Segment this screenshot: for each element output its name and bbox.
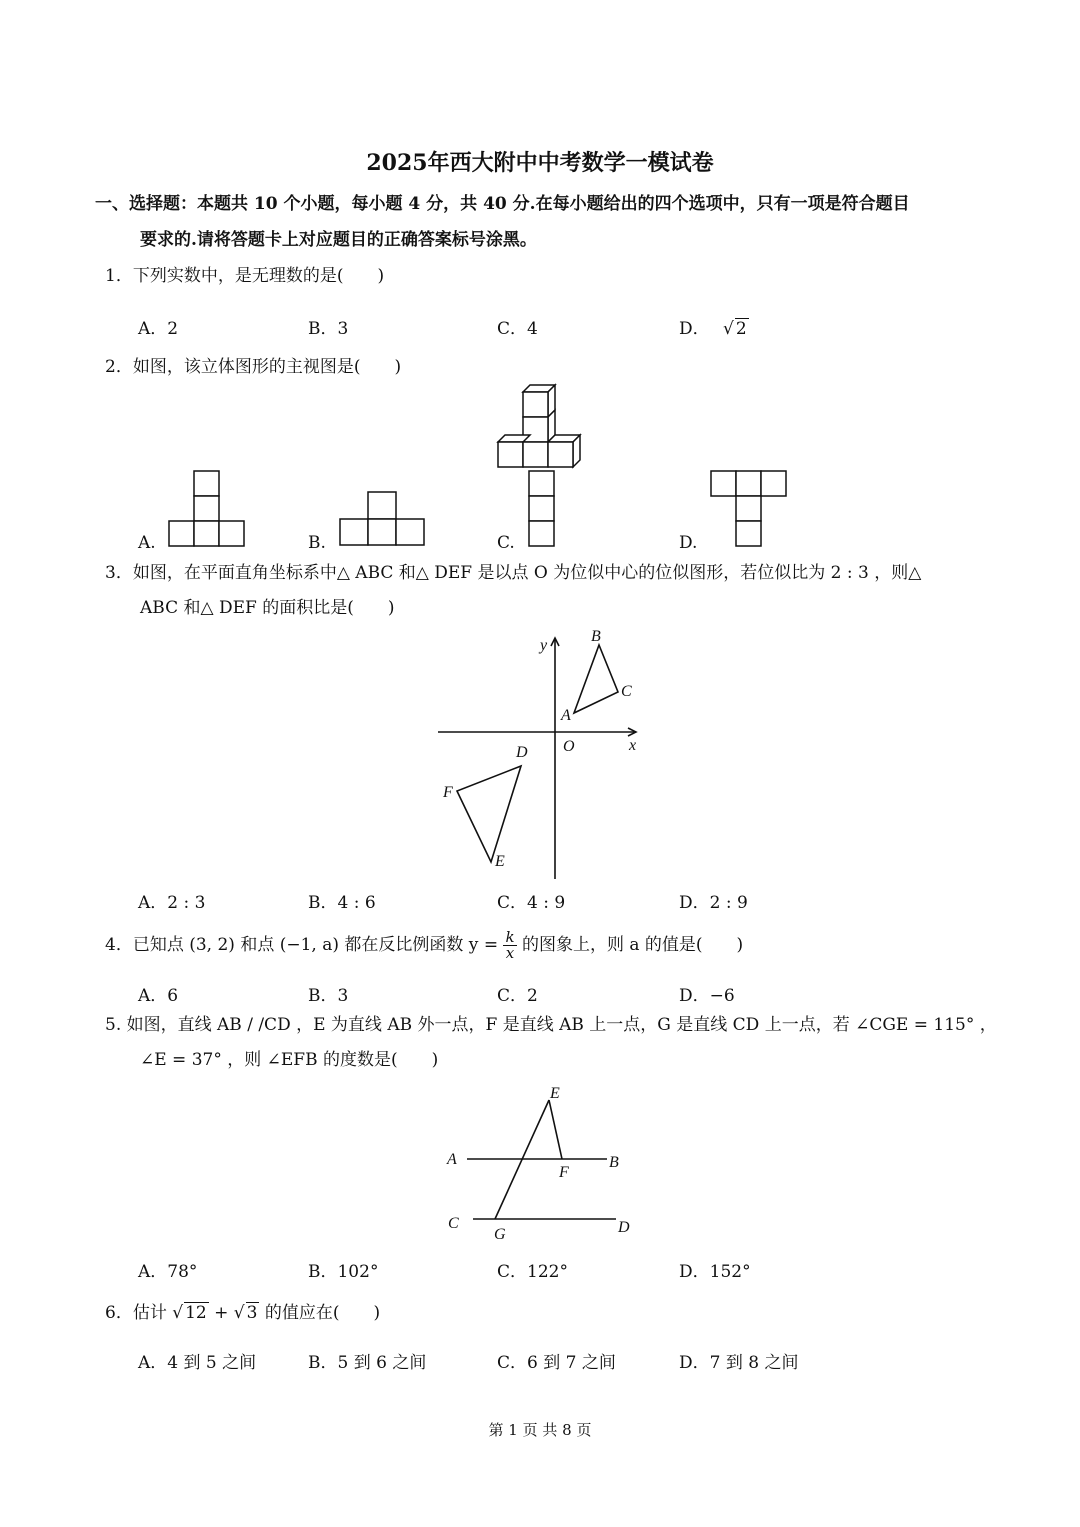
q2-option-a: A. [138,533,156,553]
q1-option-d-label: D． [679,319,710,339]
q2-option-c: C. [497,533,515,553]
sqrt-symbol: √ [172,1303,184,1323]
label-e: E [495,853,505,870]
q5-option-b: B．102° [308,1262,379,1282]
label-g: G [494,1226,506,1243]
page-title: 2025年西大附中中考数学一模试卷 [366,150,714,176]
label-d: D [618,1219,630,1236]
q5-option-d: D．152° [679,1262,751,1282]
triangle-abc [574,645,618,713]
q5-option-c: C．122° [497,1262,568,1282]
q2-option-d: D. [679,533,698,553]
q1-option-b: B．3 [308,319,349,339]
q1-option-d-radicand: 2 [735,319,747,339]
q4-fraction [503,930,516,961]
q6-stem-a: 6．估计 [105,1303,167,1323]
q2-view-d [710,469,790,547]
label-d: D [516,744,528,761]
sqrt-symbol: √ [723,319,734,339]
q4-stem-a: 4．已知点 (3, 2) 和点 (−1, a) 都在反比例函数 y = [105,935,499,955]
segment-ef [549,1100,562,1159]
label-c: C [621,683,632,700]
q2-view-a [168,469,248,547]
label-a: A [447,1151,457,1168]
label-e: E [550,1085,560,1102]
label-f: F [559,1164,569,1181]
q2-stem: 2．如图，该立体图形的主视图是( ) [105,357,402,377]
q6-option-a: A．4 到 5 之间 [138,1353,257,1373]
q1-option-a: A．2 [138,319,179,339]
label-b: B [609,1154,619,1171]
q4-option-b: B．3 [308,986,349,1006]
q1-option-c: C．4 [497,319,538,339]
q3-option-b: B．4 : 6 [308,893,376,913]
q1-option-d [679,314,749,339]
q5-option-a: A．78° [138,1262,198,1282]
q4-option-a: A．6 [138,986,179,1006]
label-x: x [629,737,637,754]
q3-option-a: A．2 : 3 [138,893,206,913]
sqrt-symbol: √ [233,1303,245,1323]
q3-stem-line1: 3．如图，在平面直角坐标系中△ ABC 和△ DEF 是以点 O 为位似中心的位似图形，若位似比为 2 : 3 ，则△ [105,563,922,583]
label-b: B [591,628,601,645]
q4-option-c: C．2 [497,986,538,1006]
label-f: F [443,784,453,801]
q3-option-d: D．2 : 9 [679,893,748,913]
q5-parallel-lines-figure [443,1082,643,1242]
q5-stem-line1: 5. 如图，直线 AB / /CD ，E 为直线 AB 外一点，F 是直线 AB 上一点，G 是直线 CD 上一点，若 ∠CGE = 115° ， [105,1015,997,1035]
q6-radicand-1: 12 [185,1303,207,1323]
q3-stem-line2: ABC 和△ DEF 的面积比是( ) [140,598,395,618]
label-y: y [540,637,548,654]
triangle-def [457,766,521,862]
q2-view-b [339,490,425,546]
label-o: O [563,738,575,755]
q2-solid-figure [497,384,587,469]
q4-frac-den: x [505,944,515,962]
section-heading-line1: 一、选择题：本题共 10 个小题，每小题 4 分，共 40 分.在每小题给出的四个选项中，只有一项是符合题目 [95,194,910,214]
q4-stem-b: 的图象上，则 a 的值是( ) [521,935,744,955]
q4-stem [105,930,743,961]
q4-frac-num: k [505,928,515,946]
q2-option-b: B. [308,533,326,553]
section-heading-line2: 要求的.请将答题卡上对应题目的正确答案标号涂黑。 [140,230,537,250]
q3-coordinate-figure [436,624,656,884]
q6-option-d: D．7 到 8 之间 [679,1353,799,1373]
q4-option-d: D．−6 [679,986,735,1006]
q6-stem-b: 的值应在( ) [264,1303,381,1323]
q6-stem [105,1302,380,1323]
label-a: A [561,707,571,724]
label-c: C [448,1215,459,1232]
q5-stem-line2: ∠E = 37° ，则 ∠EFB 的度数是( ) [140,1050,439,1070]
q6-radicand-2: 3 [246,1303,258,1323]
q3-option-c: C．4 : 9 [497,893,566,913]
q2-view-c [528,469,558,547]
q6-plus: + [214,1303,229,1323]
q1-stem: 1．下列实数中，是无理数的是( ) [105,266,385,286]
q6-option-c: C．6 到 7 之间 [497,1353,616,1373]
page-footer: 第 1 页 共 8 页 [488,1421,592,1439]
q6-option-b: B．5 到 6 之间 [308,1353,427,1373]
